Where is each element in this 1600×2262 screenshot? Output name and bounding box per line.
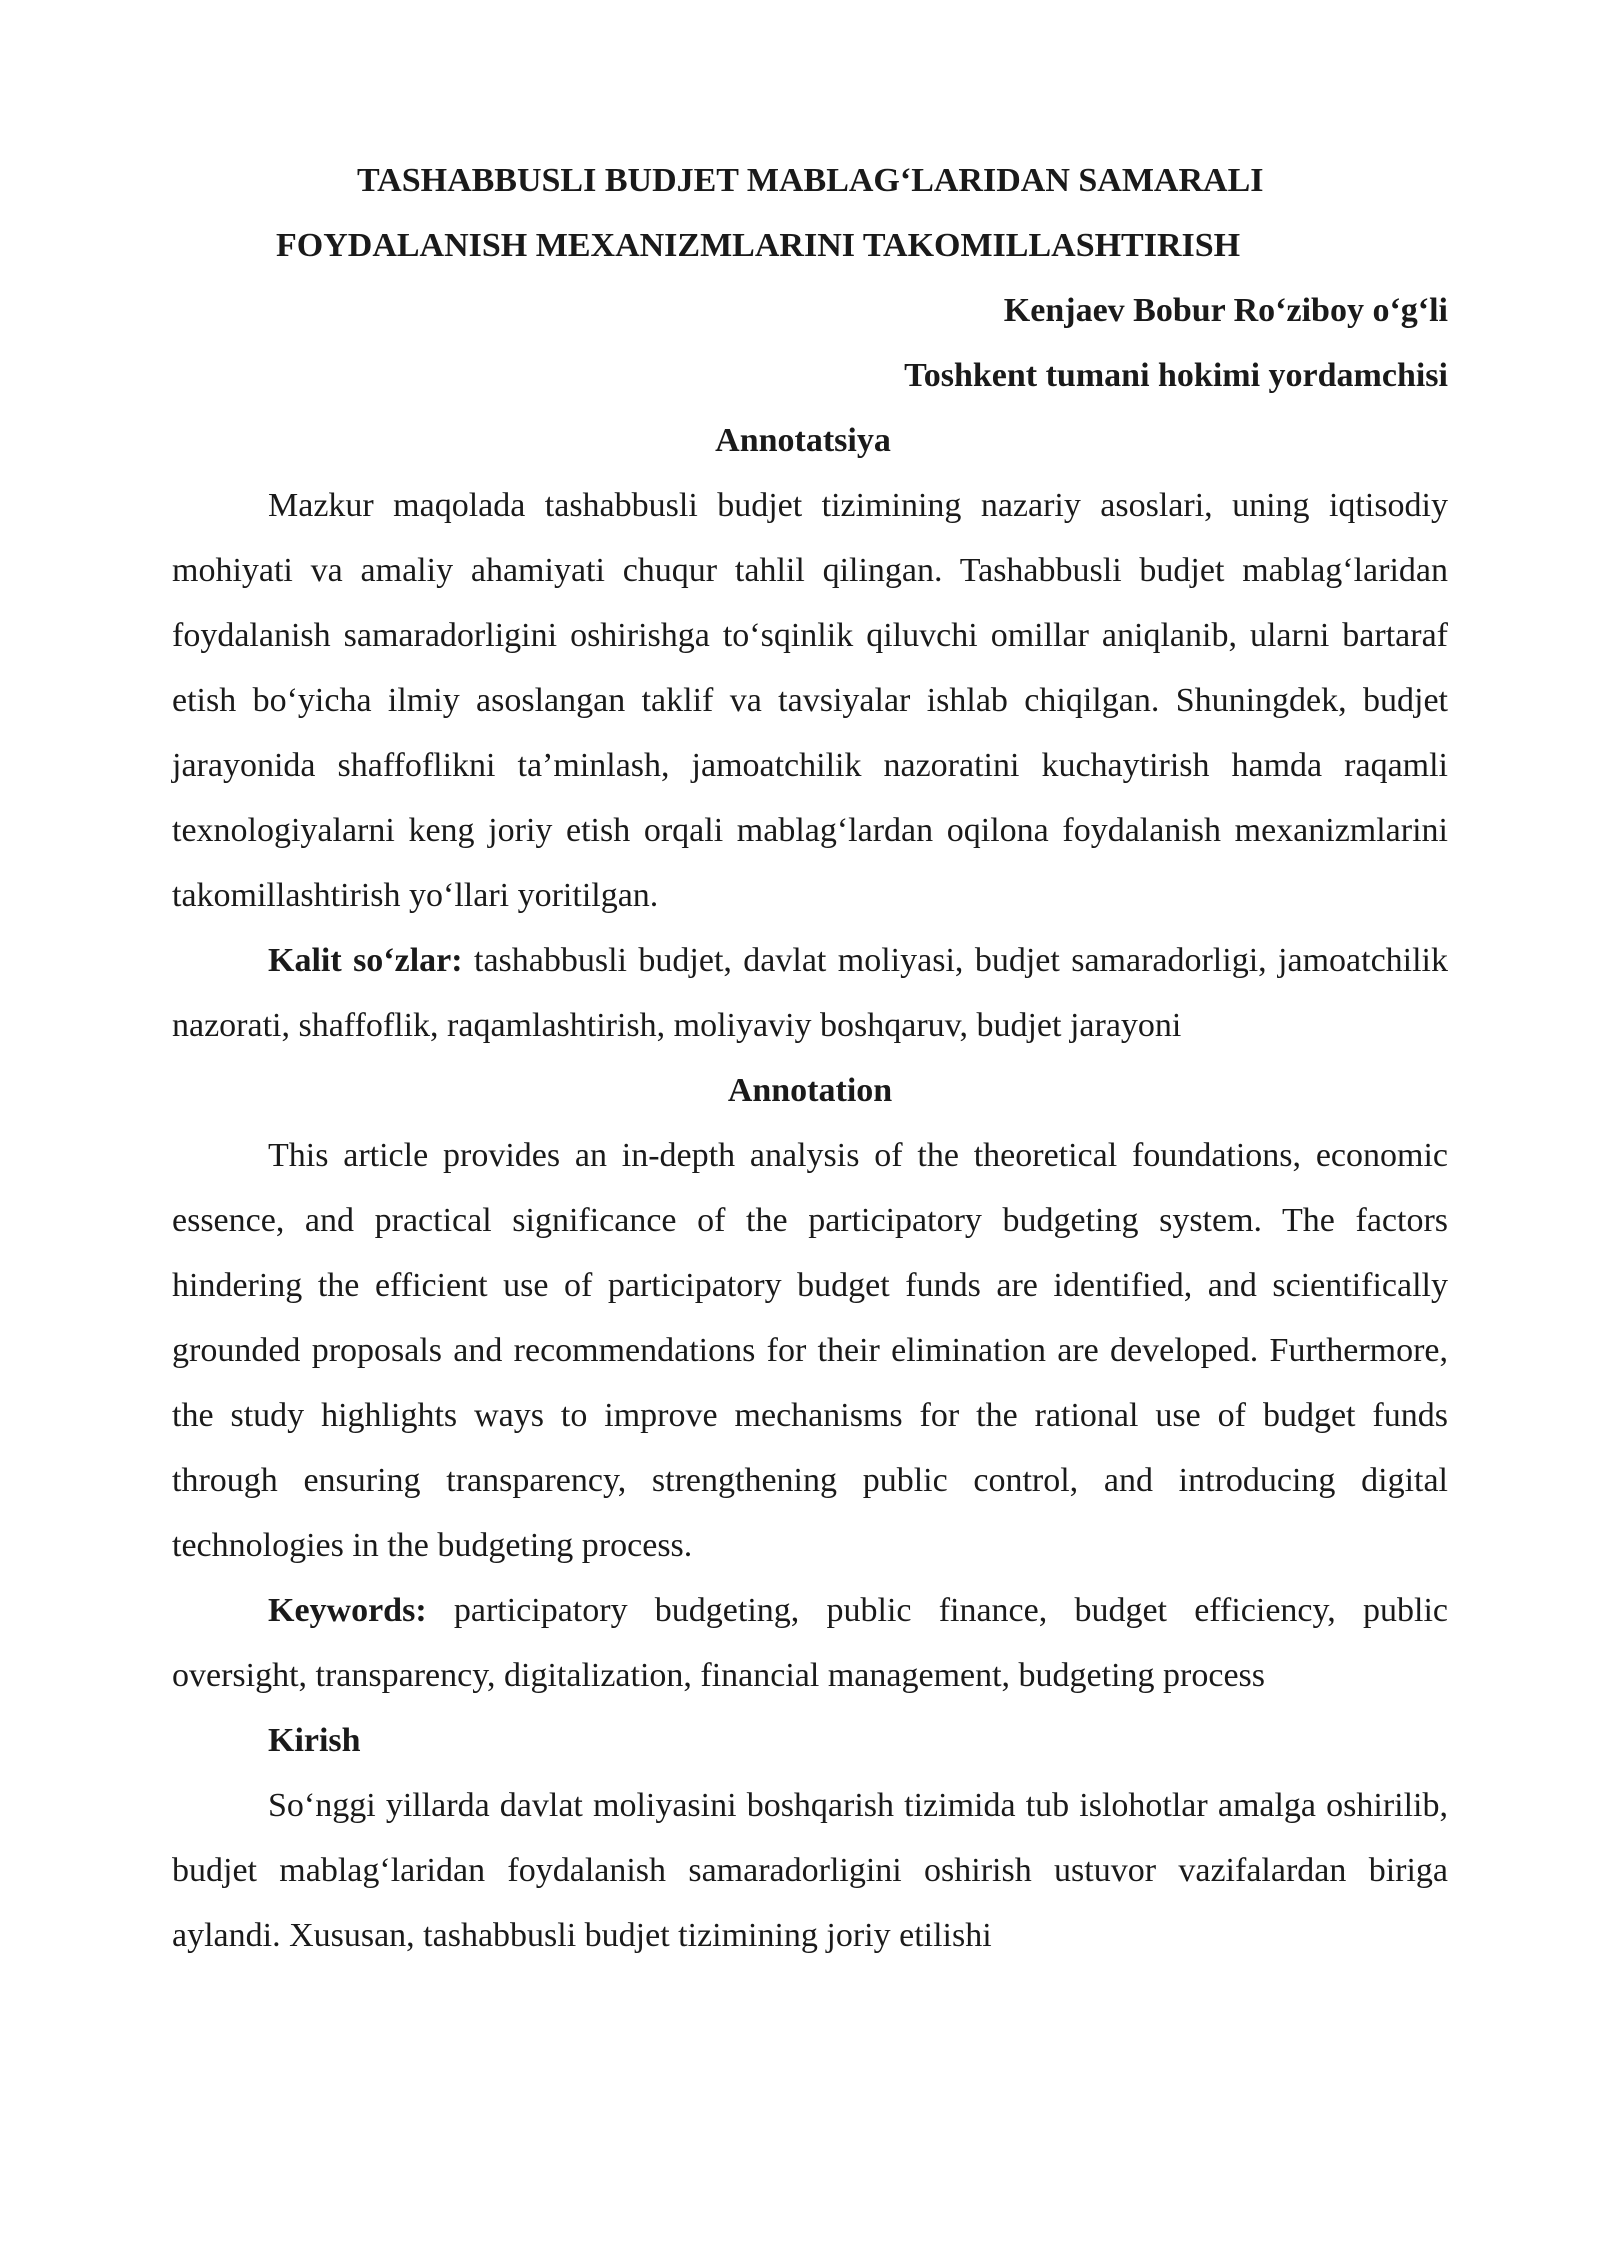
keywords-text: participatory budgeting, public finance, budget efficiency, public oversight, transparency, digitalization, financial management, budgeting process (172, 1592, 1448, 1694)
kirish-heading: Kirish (268, 1722, 361, 1759)
kirish-text: So‘nggi yillarda davlat moliyasini boshqarish tizimida tub islohotlar amalga oshirilib, budjet mablag‘laridan foydalanish samaradorligini oshirish ustuvor vazifalardan biriga aylandi. Xususan, tashabbusli budjet tizimining joriy etilishi (172, 1787, 1448, 1954)
annotation-text: This article provides an in-depth analysis of the theoretical foundations, economic essence, and practical significance of the participatory budgeting system. The factors hindering the efficient use of participatory budget funds are identified, and scientifically grounded proposals and recommendations for their elimination are developed. Furthermore, the study highlights ways to improve mechanisms for the rational use of budget funds through ensuring transparency, strengthening public control, and introducing digital technologies in the budgeting process. (172, 1137, 1448, 1564)
author-position: Toshkent tumani hokimi yordamchisi (904, 357, 1448, 394)
article-title-line-2: FOYDALANISH MEXANIZMLARINI TAKOMILLASHTIRISH (276, 227, 1241, 264)
annotatsiya-text: Mazkur maqolada tashabbusli budjet tizimining nazariy asoslari, uning iqtisodiy mohiyati va amaliy ahamiyati chuqur tahlil qilingan. Tashabbusli budjet mablag‘laridan foydalanish samaradorligini oshirishga to‘sqinlik qiluvchi omillar aniqlanib, ularni bartaraf etish bo‘yicha ilmiy asoslangan taklif va tavsiyalar ishlab chiqilgan. Shuningdek, budjet jarayonida shaffoflikni ta’minlash, jamoatchilik nazoratini kuchaytirish hamda raqamli texnologiyalarni keng joriy etish orqali mablag‘lardan oqilona foydalanish mexanizmlarini takomillashtirish yo‘llari yoritilgan. (172, 487, 1448, 914)
annotatsiya-heading: Annotatsiya (715, 422, 891, 459)
keywords-label: Keywords: (268, 1592, 427, 1629)
keywords-paragraph (172, 1578, 1448, 1708)
kalit-sozlar-text: tashabbusli budjet, davlat moliyasi, budjet samaradorligi, jamoatchilik nazorati, shaffoflik, raqamlashtirish, moliyaviy boshqaruv, budjet jarayoni (172, 942, 1449, 1044)
author-name: Kenjaev Bobur Ro‘ziboy o‘g‘li (1003, 292, 1448, 329)
article-title-line-1: TASHABBUSLI BUDJET MABLAG‘LARIDAN SAMARALI (357, 162, 1264, 199)
annotation-heading: Annotation (727, 1072, 893, 1109)
page-content (172, 148, 1448, 1968)
kalit-sozlar-label: Kalit so‘zlar: (268, 942, 463, 979)
kalit-sozlar-paragraph (172, 928, 1448, 1058)
